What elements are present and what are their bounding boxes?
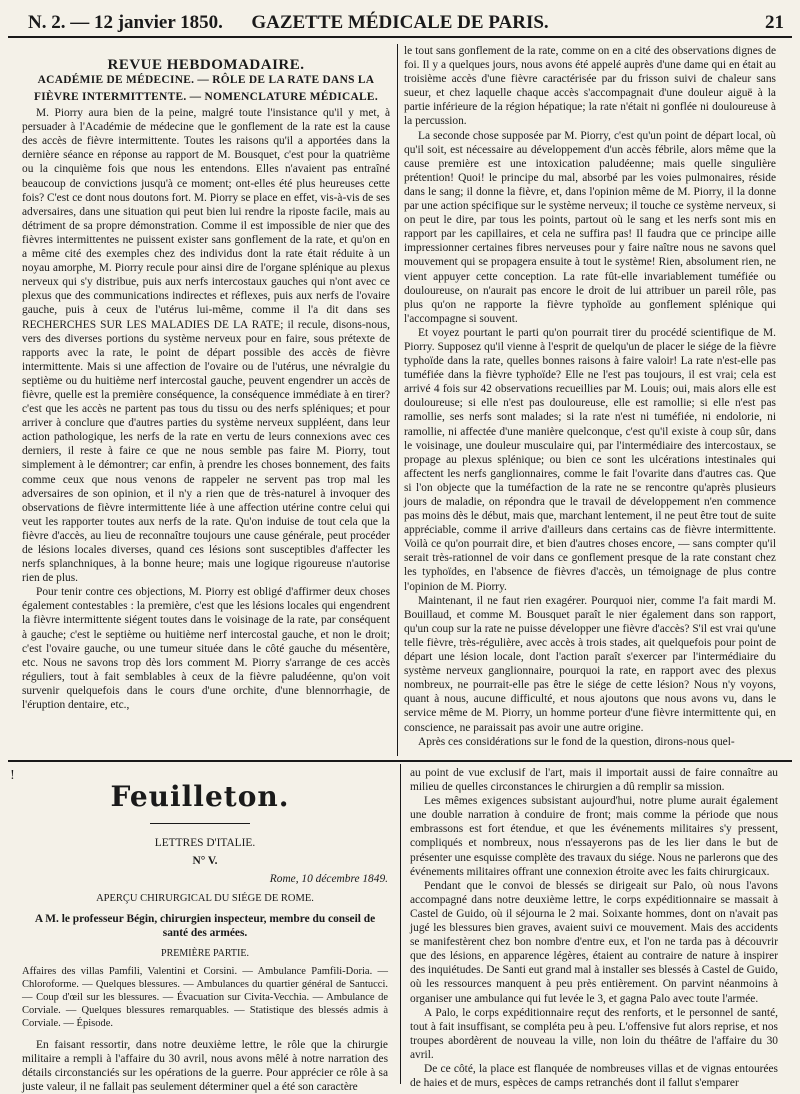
feuilleton-date: Rome, 10 décembre 1849. xyxy=(269,873,388,886)
revue-column-left xyxy=(22,58,390,756)
feuilleton-paragraph: au point de vue exclusif de l'art, mais il importait aussi de faire connaître au milieu de quelles circonstances le chirurgien a dû remplir sa mission. xyxy=(410,767,778,794)
feuilleton-paragraph: De ce côté, la place est flanquée de nombreuses villas et de vignas entourées de haies et de murs, espèces de camps retranchés dont il fallut s'emparer xyxy=(410,1062,778,1090)
revue-column-right xyxy=(404,44,776,756)
feuilleton-paragraph: En faisant ressortir, dans notre deuxième lettre, le rôle que la chirurgie militaire a rempli à l'affaire du 30 avril, nous avons mêlé à notre narration des détails circonstanciés sur les opérations de la guerre. Pour apprécier ce rôle à sa juste valeur, il ne fallait pas seulement déterminer quel a été son caractère xyxy=(22,1038,388,1093)
column-divider-bottom xyxy=(400,764,401,1084)
journal-title: GAZETTE MÉDICALE DE PARIS. xyxy=(251,12,549,33)
revue-paragraph: M. Piorry aura bien de la peine, malgré toute l'insistance qu'il y met, à persuader à l'Académie de médecine que le gonflement de la rate est la cause des accès de fièvre intermittente. Toutes les raisons qu'il a apportées dans la dernière séance en réponse au rapport de M. Bousquet, c'est pour la quatrième ou la cinquième fois que nous les entendons. Elles n'avaient pas entraîné beaucoup de convictions jusqu'à ce moment; ont-elles été plus heureuses cette fois? C'est ce dont nous doutons fort. M. Piorry se place en effet, vis-à-vis de ses adversaires, dans une situation qui peut bien lui rendre la riposte facile, mais au détriment de sa propre démonstration. Comme il est impossible de nier que des fièvres intermittentes ne puissent exister sans gonflement de la rate, et qu'on en a même cité des exemples chez des individus dont la rate était réduite à un noyau amorphe, M. Piorry recule pour ainsi dire de l'organe splénique au plexus nerveux qui s'y distribue, puis aux nerfs intercostaux gauches qui n'ont avec ce plexus que des communications indirectes et réflexes, puis aux nerfs de l'ovaire gauche, puis à ceux de l'utérus lui-même, comme il l'a dit dans ses RECHERCHES SUR LES MALADIES DE LA RATE; il recule, disons-nous, vers des diverses portions du système nerveux pour en faire, sous prétexte de rapports avec la rate, le point de départ possible des accès de fièvre intermittente. Mais si une affection de l'ovaire ou de l'utérus, une névralgie du septième ou du huitième nerf intercostal gauche, peuvent engendrer un accès de fièvre, quelle est la première conséquence, la conséquence immédiate à en tirer? c'est que les accès ne partent pas tous du tissu ou des nerfs spléniques; et pour arriver à conclure que d'autres parties du système nerveux suppléent, dans leur action pathologique, les nerfs de la rate en vertu de leurs connexions avec ces derniers, il reste à faire ce que ne nous semble pas faire M. Piorry, tout simplement à le démontrer; car enfin, à prendre les choses bonnement, des faits comme ceux que nous venons de rappeler ne servent pas trop mal les adversaires de son opinion, et il n'y a rien que de très-naturel à invoquer des observations de fièvre intermittente liée à une affection utérine contre celui qui veut les rapporter toutes aux nerfs de la rate. Qu'on induise de tout cela que la fièvre d'accès, au lieu de reconnaître toujours une cause générale, peut procéder de lésions locales diverses, quand ces lésions sont susceptibles d'affecter les nerfs splanchniques, à la bonne heure; mais une logique rigoureuse n'autorise rien de plus. xyxy=(22,107,390,585)
section-divider xyxy=(8,760,792,762)
feuilleton-paragraph: A Palo, le corps expéditionnaire reçut des renforts, et le personnel de santé, tout à fait insuffisant, se compléta peu à peu. L'offensive fut alors reprise, et nos troupes abordèrent de nouveau la ville, non loin du théâtre de l'affaire du 30 avril. xyxy=(410,1006,778,1061)
revue-subtitle: ACADÉMIE DE MÉDECINE. — RÔLE DE LA RATE DANS LA FIÈVRE INTERMITTENTE. — NOMENCLATURE MÉDICALE. xyxy=(34,74,378,104)
feuilleton-column-right xyxy=(410,766,778,1090)
revue-paragraph: Après ces considérations sur le fond de la question, dirons-nous quel- xyxy=(418,735,735,748)
revue-paragraph: Et voyez pourtant le parti qu'on pourrait tirer du procédé scientifique de M. Piorry. Supposez qu'il vienne à l'esprit de quelqu'un de placer le siége de la fièvre typhoïde dans la rate, quelles bonnes raisons à faire valoir! La rate n'est-elle pas tuméfiée dans la fièvre typhoïde? Elle ne l'est pas toujours, il est vrai; cela est arrivé 4 fois sur 42 observations recueillies par M. Louis; oui, mais alors elle est douloureuse; si elle n'est pas douloureuse, elle est ramollie; si elle n'est pas ramollie, ses nerfs sont malades; si la rate n'est ni tuméfiée, ni endolorie, ni ramollie, ni affectée d'une manière quelconque, c'est qu'il existe à coup sûr, dans le voisinage, une douleur musculaire qui, par l'intermédiaire des intercostaux, se propage au plexus splénique; ou bien ce sont les ulcérations intestinales qui affectent les nerfs ganglionnaires, comme le fait l'ovarite dans d'autres cas. Que si l'on objecte que la tuméfaction de la rate ne se rencontre qu'après plusieurs jours de maladie, on répondra que le travail de développement n'en commence pas moins dès le début, mais que, marchant lentement, il ne peut être tout de suite appréciable, comme il arrive d'ailleurs dans certains cas de fièvre intermittente. Voilà ce qu'on pourrait dire, et bien d'autres choses encore, — sans compter qu'il serait très-rationnel de voir dans ce gonflement presque de la rate constant chez les typhoïdes, en l'absence de fièvres d'accès, un témoignage de plus contre l'opinion de M. Piorry. xyxy=(404,326,776,593)
page-number: 21 xyxy=(765,12,784,33)
masthead xyxy=(8,10,792,38)
revue-paragraph: le tout sans gonflement de la rate, comme on en a cité des observations dignes de foi. Il y a quelques jours, nous avons été appelé auprès d'une dame qui en était au troisième accès d'une fièvre caractérisée par du frisson suivi de chaleur sans sueur, et chez laquelle chaque accès s'accompagnait d'une douleur aiguë à la partie inférieure de la région hépatique; la rate n'était ni gonflée ni douloureuse à la percussion. xyxy=(404,45,776,128)
feuilleton-rule xyxy=(150,823,250,824)
revue-paragraph: Maintenant, il ne faut rien exagérer. Pourquoi nier, comme l'a fait mardi M. Bouillaud, et comme M. Bousquet paraît le nier également dans son rapport, qu'un coup sur la rate ne puisse développer une fièvre d'accès? S'il est vrai qu'une telle fièvre, très-régulière, avec accès à trois stades, ait quelquefois pour point de départ une lésion locale, dont l'action paraît s'exercer par l'intermédiaire du système nerveux ganglionnaire, pourquoi la rate, en rapport avec des plexus nombreux, ne pourrait-elle pas être le siége de cette lésion? Nous n'y voyons, quant à nous, aucune difficulté, et nous ajoutons que nous avons vu, dans le service même de M. Piorry, un homme porteur d'une fièvre intermittente qui, en conscience, ne paraissait pas avoir une autre origine. xyxy=(404,594,776,734)
revue-title: REVUE HEBDOMADAIRE. xyxy=(107,57,305,73)
revue-paragraph: Pour tenir contre ces objections, M. Piorry est obligé d'affirmer deux choses également contestables : la première, c'est que les lésions locales qui engendrent la fièvre intermittente siégent toutes dans le voisinage de la rate, par conséquent à gauche; c'est le septième ou huitième nerf intercostal gauche, et non le droit; c'est l'ovaire gauche, ou une tumeur située dans le côté gauche du mésentère, etc. Nous ne savons trop dès lors comment M. Piorry s'arrange de ces accès réguliers, tout à fait semblables à ceux de la fièvre paludéenne, qu'on voit survenir quelquefois dans le cours d'une orchite, d'une blennorrhagie, de l'éruption dentaire, etc., xyxy=(22,586,390,712)
revue-paragraph: La seconde chose supposée par M. Piorry, c'est qu'un point de départ local, où qu'il soit, est nécessaire au développement d'un accès fébrile, alors même que la cause première est une intoxication paludéenne; mais quelle singulière prétention! Quoi! le principe du mal, absorbé par les voies pulmonaires, réside dans le sang; il donne la fièvre, et, dans l'opinion même de M. Piorry, il la donne par une action spécifique sur le système nerveux; il touche ce système nerveux, si on peut le dire, par tous les points, partout où le sang et les nerfs sont mis en rapport par les capillaires, et cela ne suffira pas! Il faudra que ce principe aille impressionner certaines fibres nerveuses pour y faire naître nous ne savons quel mouvement qui se propagera ensuite à tout le système! Rien, absolument rien, ne vient appuyer cette conception. La rate fût-elle invariablement tuméfiée ou douloureuse, on n'aurait pas encore le droit de lui attribuer un pareil rôle, pas plus qu'on ne rapporte la fièvre typhoïde au gonflement splénique qui l'accompagne si souvent. xyxy=(404,129,776,325)
feuilleton-series: LETTRES D'ITALIE. xyxy=(154,837,256,849)
feuilleton-partie: PREMIÈRE PARTIE. xyxy=(161,947,249,959)
feuilleton-paragraph: Pendant que le convoi de blessés se dirigeait sur Palo, où nous l'avons accompagné dans notre deuxième lettre, le corps expéditionnaire se massait à Castel de Guido, où il séjourna le 2 mai. Soixante hommes, dont on n'avait pas jugé les blessures bien graves, avaient suivi ce mouvement. Mais des accidents se manifestèrent chez bon nombre d'entre eux, et l'on ne tarda pas à découvrir que des lésions, en apparence légères, étaient au contraire de nature à inspirer des inquiétudes. De Santi eut grand mal à installer ses blessés à Castel de Guido, où les ressources manquent à peu près entièrement. On parvint néanmoins à organiser une ambulance qui fut levée le 3, et gagna Palo avec toute l'armée. xyxy=(410,879,778,1005)
margin-mark: ! xyxy=(10,768,15,782)
feuilleton-summary: Affaires des villas Pamfili, Valentini et Corsini. — Ambulance Pamfili-Doria. — Chloroforme. — Quelques blessures. — Ambulances du quartier général de Santucci. — Coup d'œil sur les blessures. — Évacuation sur Civita-Vecchia. — Ambulance de Corviale. — Quelques blessures remarquables. — Statistique des blessés admis à Corviale. — Épisode. xyxy=(22,965,388,1029)
feuilleton-dedication: A M. le professeur Bégin, chirurgien inspecteur, membre du conseil de santé des armées. xyxy=(34,913,376,940)
column-divider-top xyxy=(397,44,398,756)
feuilleton-number: N° V. xyxy=(192,855,218,868)
feuilleton-title: Feuilleton. xyxy=(110,780,290,813)
feuilleton-column-left xyxy=(22,836,388,1093)
feuilleton-paragraph: Les mêmes exigences subsistant aujourd'hui, notre plume aurait également une double narration à conduire de front; mais comme la période que nous embrassons est fort étendue, et que les événements militaires s'y pressent, compliqués et nombreux, nous n'essayerons pas de les lier dans le but de présenter une esquisse complète des travaux du siége. Nous ne parlerons que des événements militaires offrant une connexion étroite avec les faits chirurgicaux. xyxy=(410,795,778,878)
feuilleton-apercu: APERÇU CHIRURGICAL DU SIÉGE DE ROME. xyxy=(96,893,314,905)
issue-date: N. 2. — 12 janvier 1850. xyxy=(28,12,223,33)
